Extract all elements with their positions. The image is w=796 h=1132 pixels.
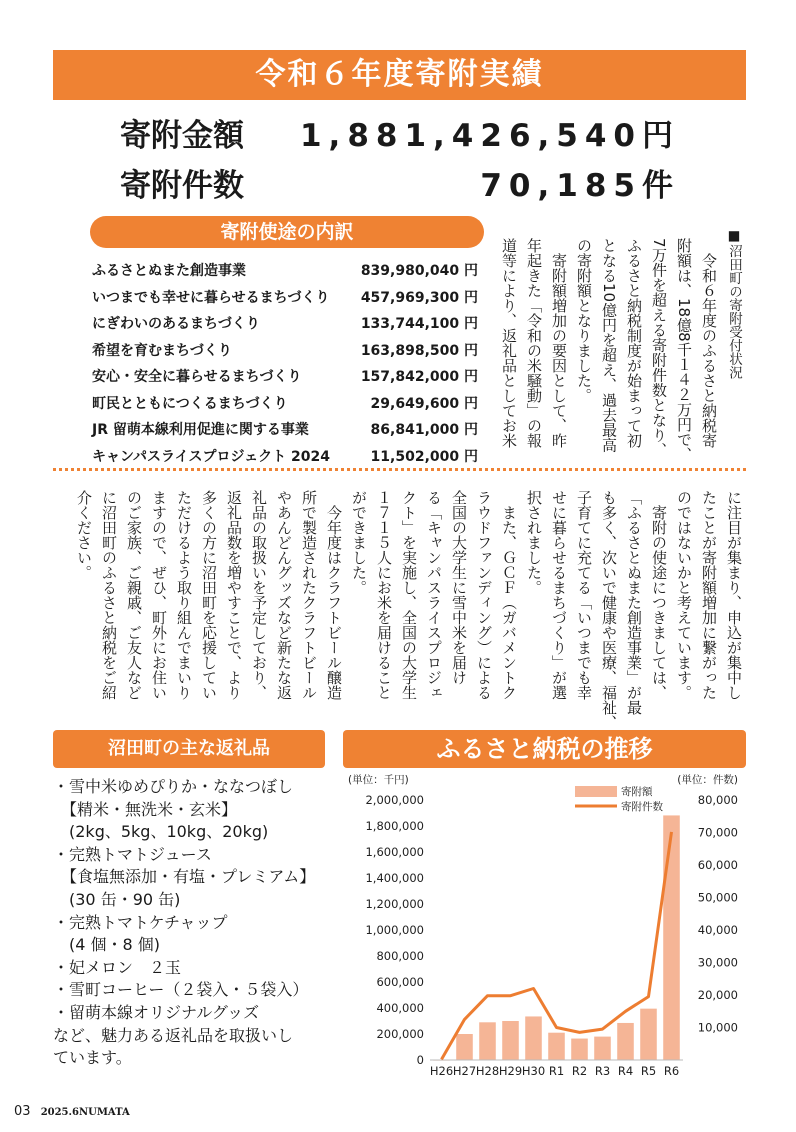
usage-row (92, 338, 478, 365)
usage-amount: 11,502,000 円 (370, 448, 478, 465)
gift-line: ・完熟トマトジュース (53, 844, 212, 864)
right-axis-tick: 60,000 (697, 858, 738, 872)
usage-amount: 839,980,040 円 (360, 263, 478, 279)
article-top-column: 寄附額増加の要因として、昨 (550, 238, 568, 448)
x-axis-tick: H30 (521, 1064, 546, 1078)
right-axis-tick: 40,000 (697, 923, 738, 937)
usage-row (92, 444, 478, 471)
right-axis-tick: 30,000 (697, 955, 738, 970)
article-bottom-column: 今年度はクラフトビール醸造 (325, 490, 343, 700)
article-top-column: ふるさと納税制度が始まって初 (625, 238, 643, 448)
bar-donation-amount (479, 1022, 496, 1060)
gift-line: (2kg、5kg、10kg、20kg) (53, 822, 269, 842)
article-bottom-column: に注目が集まり、申込が集中し (725, 490, 743, 700)
bar-donation-amount (594, 1037, 611, 1060)
usage-row (92, 311, 478, 338)
article-top-column: 7万件を超える寄附件数となり、 (650, 238, 668, 458)
right-axis-tick: 20,000 (697, 988, 738, 1002)
gifts-list (53, 776, 343, 1070)
page-title-banner: 令和６年度寄附実績 (53, 50, 746, 100)
x-axis-tick: H29 (498, 1064, 523, 1078)
article-bottom-column: 全国の大学生に雪中米を届け (450, 490, 468, 685)
left-axis-tick: 600,000 (376, 975, 424, 989)
usage-name: 希望を育むまちづくり (92, 342, 232, 359)
article-bottom-column: 礼品の取扱いを予定しており、 (250, 490, 268, 700)
x-axis-tick: H26 (429, 1064, 454, 1078)
left-axis-tick: 200,000 (376, 1027, 424, 1041)
usage-name: にぎわいのあるまちづくり (92, 316, 260, 332)
gift-line: 【精米・無洗米・玄米】 (53, 799, 238, 819)
article-bottom-column: ラウドファンディング）による (475, 490, 493, 700)
usage-name: キャンパスライスプロジェクト 2024 (92, 448, 331, 465)
x-axis-tick: H27 (452, 1064, 477, 1078)
usage-name: 安心・安全に暮らせるまちづくり (92, 369, 302, 385)
legend-line-label: 寄附件数 (621, 801, 663, 813)
usage-row (92, 417, 478, 444)
usage-amount: 133,744,100 円 (360, 316, 478, 332)
gift-line: ・妃メロン ２玉 (53, 957, 182, 977)
line-donation-count (442, 832, 672, 1060)
x-axis-tick: R4 (617, 1064, 634, 1078)
usage-name: JR 留萌本線利用促進に関する事業 (92, 422, 309, 438)
right-axis-tick: 10,000 (697, 1020, 738, 1035)
usage-row (92, 391, 478, 418)
usage-row (92, 258, 478, 285)
article-bottom-column: ただけるよう取り組んでまいり (175, 490, 193, 700)
bar-donation-amount (617, 1023, 634, 1060)
page-number: 03 (14, 1104, 31, 1119)
article-bottom-column: たことが寄附額増加に繋がった (700, 490, 718, 700)
right-axis-unit: (単位：件数) (677, 774, 738, 786)
page-footer (14, 1104, 130, 1119)
left-axis-unit: (単位：千円) (348, 774, 409, 786)
usage-amount: 163,898,500 円 (360, 342, 478, 359)
total-amount-row (120, 110, 680, 155)
bar-donation-amount (571, 1039, 588, 1060)
article-bottom-column: ができました。 (350, 490, 368, 595)
article-bottom-column: のではないかと考えています。 (675, 490, 693, 700)
article-bottom-column: 介ください。 (75, 490, 93, 580)
article-bottom-column: 子育てに充てる「いつまでも幸 (575, 490, 593, 700)
article-bottom-column: 「ふるさとぬまた創造事業」が最 (625, 490, 643, 715)
article-bottom-column: る「キャンパスライスプロジェ (425, 490, 443, 700)
gifts-section-title: 沼田町の主な返礼品 (53, 730, 325, 768)
gift-line: ・留萌本線オリジナルグッズ (53, 1002, 260, 1022)
total-amount-label: 寄附金額 (120, 118, 244, 154)
article-bottom-column: 寄附の使途につきましては、 (650, 490, 668, 700)
usage-name: いつまでも幸せに暮らせるまちづくり (92, 289, 330, 306)
x-axis-tick: R5 (640, 1064, 657, 1078)
article-bottom-column: 所で製造されたクラフトビール (300, 490, 318, 700)
right-axis-tick: 50,000 (697, 890, 738, 905)
left-axis-tick: 1,800,000 (365, 819, 424, 833)
article-bottom-column: 返礼品数を増やすことで、より (225, 490, 243, 700)
gift-line: ・雪町コーヒー（２袋入・５袋入） (53, 980, 309, 1000)
article-top-column: 令和６年度のふるさと納税寄 (700, 238, 718, 448)
article-bottom-column: クト」を実施し、全国の大学生 (400, 490, 418, 700)
article-top-column: 附額は、18億8千１４２万円で、 (675, 238, 693, 462)
left-axis-tick: 800,000 (376, 949, 424, 963)
article-bottom-column: 多くの方に沼田町を応援してい (200, 490, 218, 700)
article-bottom (53, 486, 746, 730)
article-bottom-column: せに暮らせるまちづくり」が選 (550, 490, 568, 700)
usage-name: ふるさとぬまた創造事業 (92, 263, 246, 279)
gift-line: (30 缶・90 缶) (53, 889, 181, 909)
bar-donation-amount (640, 1009, 657, 1060)
left-axis-tick: 1,000,000 (365, 923, 424, 937)
usage-section-title: 寄附使途の内訳 (90, 216, 484, 248)
x-axis-tick: H28 (475, 1064, 500, 1078)
section-divider (53, 468, 746, 471)
total-count-label: 寄附件数 (120, 168, 244, 204)
article-bottom-column: また、ＧＣＦ（ガバメントク (500, 490, 518, 700)
left-axis-tick: 400,000 (376, 1001, 424, 1015)
article-top-column: ■沼田町の寄附受付状況 (726, 228, 742, 379)
article-top-column: 道等により、返礼品としてお米 (500, 238, 518, 448)
gift-line: ・完熟トマトケチャップ (53, 912, 228, 932)
usage-amount: 86,841,000 円 (370, 422, 478, 438)
article-top-column: となる10億円を超え、過去最高 (600, 238, 618, 453)
article-bottom-column: １７１５人にお米を届けること (375, 490, 393, 700)
article-bottom-column: 択されました。 (525, 490, 543, 595)
x-axis-tick: R6 (663, 1064, 680, 1078)
chart-section-title: ふるさと納税の推移 (343, 730, 746, 768)
article-bottom-column: のご家族、ご親戚、ご友人など (125, 490, 143, 700)
left-axis-tick: 1,200,000 (365, 897, 424, 911)
bar-donation-amount (502, 1021, 519, 1060)
gift-line: ・雪中米ゆめぴりか・ななつぼし (53, 777, 294, 796)
article-bottom-column: に沼田町のふるさと納税をご紹 (100, 490, 118, 700)
article-bottom-column: ますので、ぜひ、町外にお住い (150, 490, 168, 700)
gift-line: (4 個・8 個) (53, 935, 161, 955)
gift-line: ています。 (53, 1048, 132, 1068)
usage-amount: 157,842,000 円 (360, 369, 478, 385)
x-axis-tick: R2 (571, 1064, 588, 1078)
usage-list (92, 258, 478, 470)
left-axis-tick: 2,000,000 (365, 793, 424, 807)
right-axis-tick: 80,000 (697, 793, 738, 807)
usage-name: 町民とともにつくるまちづくり (92, 395, 288, 412)
bar-donation-amount (456, 1034, 473, 1060)
bar-donation-amount (663, 815, 680, 1060)
total-amount-value: 1,881,426,540円 (299, 118, 680, 154)
donation-trend-chart (343, 770, 746, 1082)
article-top-column: 年起きた「令和の米騒動」の報 (525, 238, 543, 448)
gift-line: など、魅力ある返礼品を取扱いし (53, 1025, 294, 1045)
left-axis-tick: 1,600,000 (365, 845, 424, 859)
article-top-column: の寄附額となりました。 (575, 238, 593, 403)
bar-donation-amount (525, 1016, 542, 1060)
magazine-issue: 2025.6NUMATA (40, 1107, 130, 1118)
x-axis-tick: R3 (594, 1064, 611, 1078)
legend-bar-swatch (575, 786, 617, 797)
left-axis-tick: 1,400,000 (365, 871, 424, 885)
bar-donation-amount (548, 1033, 565, 1060)
x-axis-tick: R1 (548, 1064, 565, 1078)
article-top (494, 228, 746, 464)
legend-bar-label: 寄附額 (621, 786, 653, 798)
article-bottom-column: やあんどんグッズなど新たな返 (275, 490, 293, 700)
gift-line: 【食塩無添加・有塩・プレミアム】 (53, 867, 316, 887)
article-bottom-column: も多く、次いで健康や医療、福祉、 (600, 490, 618, 730)
total-count-value: 70,185件 (480, 168, 680, 204)
usage-amount: 29,649,600 円 (370, 395, 478, 412)
right-axis-tick: 70,000 (697, 825, 738, 840)
left-axis-tick: 0 (416, 1053, 424, 1067)
usage-row (92, 285, 478, 312)
total-count-row (120, 160, 680, 205)
usage-amount: 457,969,300 円 (360, 289, 478, 306)
usage-row (92, 364, 478, 391)
